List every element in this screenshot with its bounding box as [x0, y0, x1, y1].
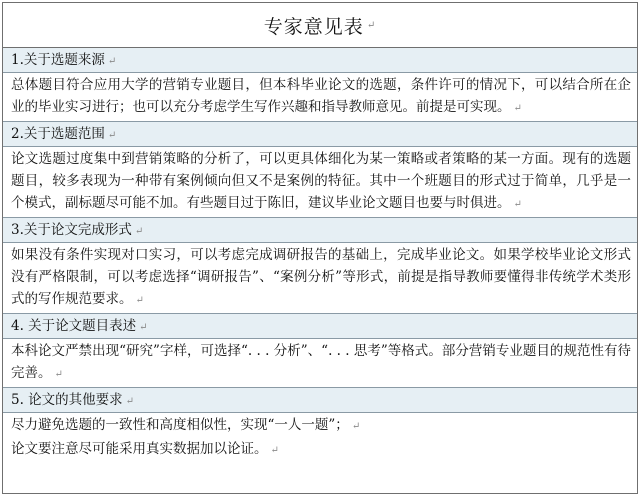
section-1-body-text: 总体题目符合应用大学的营销专业题目，但本科毕业论文的选题，条件许可的情况下，可以结合所在企业的毕业实习进行；也可以充分考虑学生写作兴趣和指导教师意见。前提是可实现。 — [11, 77, 631, 115]
paragraph-mark: ↵ — [513, 199, 522, 210]
section-5-heading-text: 5. 论文的其他要求 — [11, 392, 123, 408]
paragraph-mark: ↵ — [366, 19, 377, 31]
paragraph-mark: ↵ — [139, 322, 148, 333]
section-2-heading — [3, 122, 637, 147]
paragraph-mark: ↵ — [107, 130, 117, 141]
paragraph-mark: ↵ — [125, 396, 135, 407]
section-3-heading-text: 3.关于论文完成形式 — [11, 222, 132, 238]
section-4-body — [3, 339, 637, 388]
paragraph-mark: ↵ — [54, 369, 63, 380]
section-1-heading — [3, 48, 637, 73]
section-5-line-2 — [11, 438, 631, 462]
section-4-heading-text: 4. 关于论文题目表述 — [11, 318, 137, 334]
expert-opinion-form — [2, 2, 638, 494]
section-1-body — [3, 73, 637, 122]
section-2-heading-text: 2.关于选题范围 — [11, 126, 105, 142]
section-2-body — [3, 147, 637, 218]
paragraph-mark: ↵ — [107, 56, 117, 67]
paragraph-mark: ↵ — [351, 421, 361, 432]
section-2-body-text: 论文选题过度集中到营销策略的分析了，可以更具体细化为某一策略或者策略的某一方面。现有的选题题目，较多表现为一种带有案例倾向但又不是案例的特征。其中一个班题目的形式过于简单，几乎是一个模式，副标题尽可能不加。有些题目过于陈旧，建议毕业论文题目也要与时俱进。 — [11, 151, 631, 211]
paragraph-mark: ↵ — [134, 226, 144, 237]
section-5-line-2-text: 论文要注意尽可能采用真实数据加以论证。 — [11, 441, 268, 457]
section-5-line-1 — [11, 414, 631, 438]
paragraph-mark: ↵ — [135, 295, 144, 306]
form-title — [3, 3, 637, 48]
section-5-heading — [3, 388, 637, 413]
paragraph-mark: ↵ — [513, 103, 522, 114]
section-5-line-1-text: 尽力避免选题的一致性和高度相似性，实现“一人一题”； — [11, 417, 349, 433]
form-title-text: 专家意见表 — [263, 15, 364, 38]
section-3-body — [3, 243, 637, 314]
section-3-heading — [3, 218, 637, 243]
section-5-body — [3, 413, 637, 463]
section-1-heading-text: 1.关于选题来源 — [11, 52, 105, 68]
section-4-heading — [3, 314, 637, 339]
paragraph-mark: ↵ — [270, 445, 279, 456]
section-3-body-text: 如果没有条件实现对口实习，可以考虑完成调研报告的基础上，完成毕业论文。如果学校毕业论文形式没有严格限制，可以考虑选择“调研报告”、“案例分析”等形式，前提是指导教师要懂得非传统学术类形式的写作规范要求。 — [11, 247, 631, 307]
section-4-body-text: 本科论文严禁出现“研究”字样，可选择“. . . 分析”、“. . . 思考”等格式。部分营销专业题目的规范性有待完善。 — [11, 343, 631, 381]
